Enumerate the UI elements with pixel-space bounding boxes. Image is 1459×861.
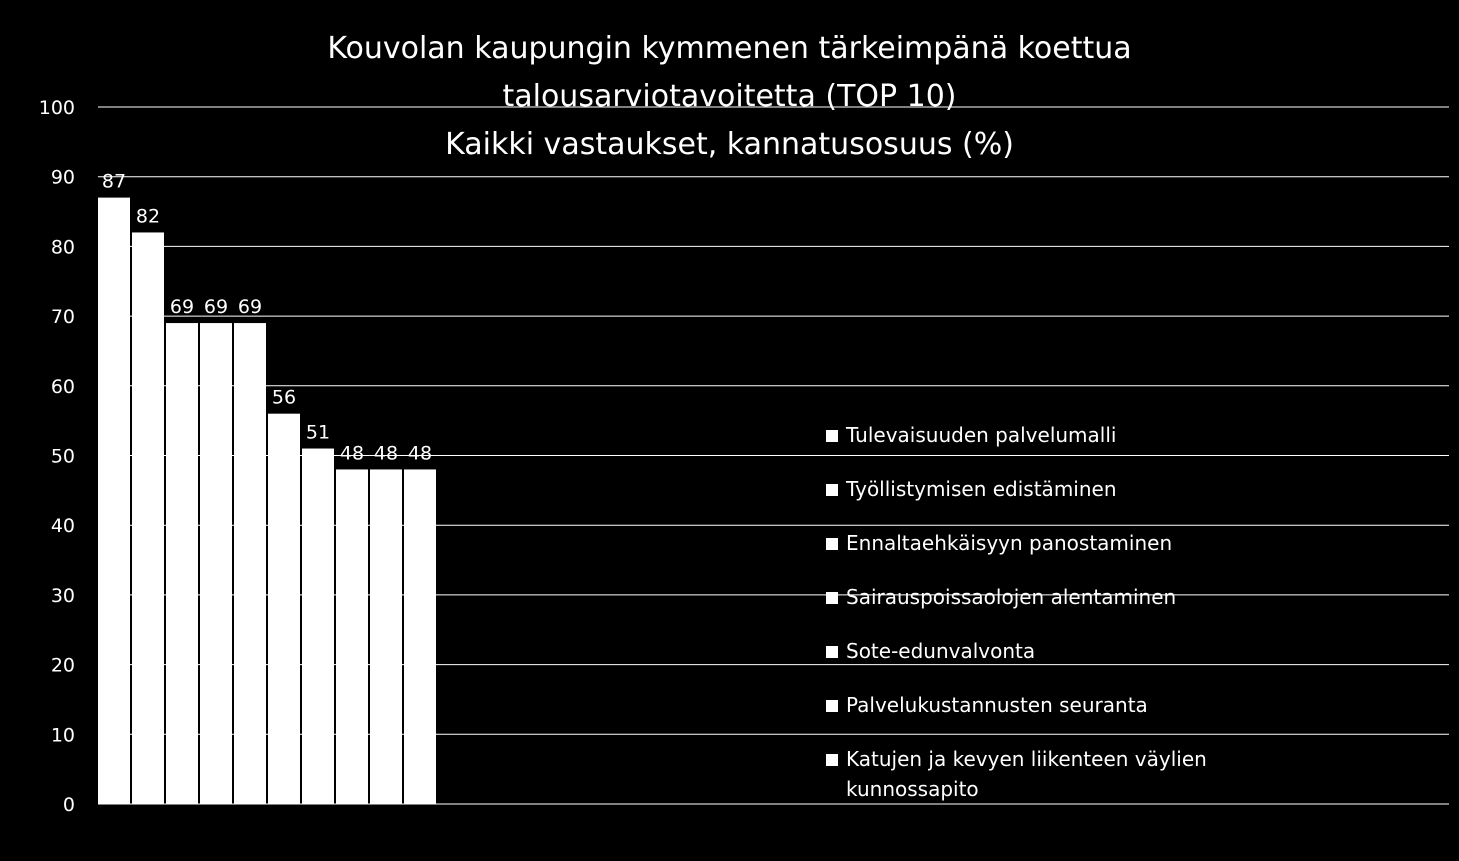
bar	[166, 323, 198, 804]
legend-swatch	[826, 484, 838, 496]
legend-label: Ennaltaehkäisyyn panostaminen	[846, 531, 1173, 555]
legend-label: Sote-edunvalvonta	[846, 639, 1036, 663]
bar	[336, 469, 368, 804]
y-tick-label: 80	[50, 236, 75, 259]
data-label: 51	[305, 421, 331, 444]
chart-title-line-1: Kouvolan kaupungin kymmenen tärkeimpänä koettua	[327, 31, 1132, 66]
data-label: 69	[169, 296, 195, 319]
legend-swatch	[826, 592, 838, 604]
chart-title-line-2: talousarviotavoitetta (TOP 10)	[502, 79, 957, 114]
y-tick-label: 50	[50, 445, 75, 468]
legend-swatch	[826, 646, 838, 658]
gridlines	[98, 107, 1449, 804]
bar	[132, 232, 164, 804]
y-tick-label: 40	[50, 515, 75, 538]
legend-label: Sairauspoissaolojen alentaminen	[846, 585, 1177, 609]
bar	[200, 323, 232, 804]
legend-swatch	[826, 538, 838, 550]
data-label: 69	[203, 296, 229, 319]
legend-label: Tulevaisuuden palvelumalli	[846, 423, 1117, 447]
data-label: 69	[237, 296, 263, 319]
y-axis	[39, 97, 75, 816]
y-tick-label: 0	[62, 794, 75, 816]
legend-swatch	[826, 754, 838, 766]
legend-label: Katujen ja kevyen liikenteen väylien kunnossapito	[846, 747, 1207, 801]
bar	[302, 449, 334, 804]
bars	[98, 198, 436, 804]
legend-swatch	[826, 700, 838, 712]
y-tick-label: 20	[50, 654, 75, 677]
data-label: 87	[101, 170, 127, 193]
legend-label: Palvelukustannusten seuranta	[846, 693, 1148, 717]
y-tick-label: 60	[50, 375, 75, 398]
y-tick-label: 10	[50, 724, 75, 747]
bar	[404, 469, 436, 804]
y-tick-label: 90	[50, 166, 75, 189]
data-label: 48	[407, 442, 433, 465]
bar	[234, 323, 266, 804]
legend-label: Työllistymisen edistäminen	[846, 477, 1117, 501]
data-label: 48	[373, 442, 399, 465]
y-tick-label: 30	[50, 584, 75, 607]
data-label: 48	[339, 442, 365, 465]
bar	[98, 198, 130, 804]
y-tick-label: 70	[50, 306, 75, 329]
legend-swatch	[826, 430, 838, 442]
bar	[268, 414, 300, 804]
y-tick-label: 100	[38, 97, 75, 119]
data-label: 82	[135, 205, 161, 228]
data-label: 56	[271, 386, 297, 409]
bar	[370, 469, 402, 804]
chart-title-line-3: Kaikki vastaukset, kannatusosuus (%)	[445, 127, 1014, 162]
